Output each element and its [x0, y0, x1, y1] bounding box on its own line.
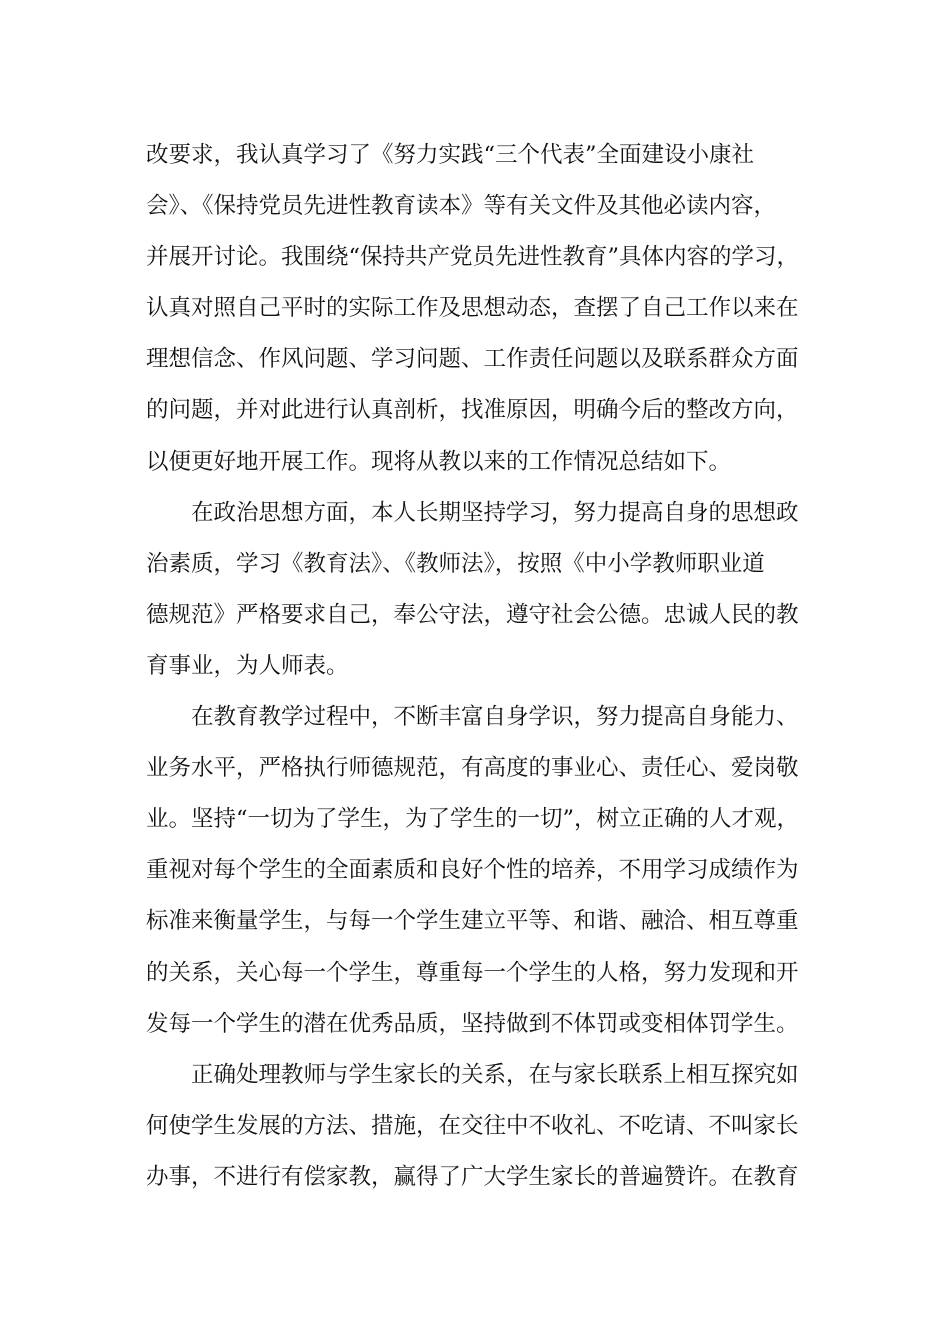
text-line: 的问题，并对此进行认真剖析，找准原因，明确今后的整改方向， [146, 397, 799, 424]
text-line: 认真对照自己平时的实际工作及思想动态，查摆了自己工作以来在 [146, 295, 799, 322]
text-line: 业。坚持“一切为了学生，为了学生的一切”，树立正确的人才观， [146, 806, 800, 833]
text-line: 发每一个学生的潜在优秀品质，坚持做到不体罚或变相体罚学生。 [146, 1010, 799, 1037]
text-line: 改要求，我认真学习了《努力实践“三个代表”全面建设小康社 [146, 142, 755, 168]
text-line: 办事，不进行有偿家教，赢得了广大学生家长的普遍赞许。在教育 [146, 1163, 799, 1190]
paragraph-first-line: 在政治思想方面，本人长期坚持学习，努力提高自身的思想政 [191, 499, 799, 526]
text-line: 何使学生发展的方法、措施，在交往中不收礼、不吃请、不叫家长 [146, 1112, 799, 1139]
text-line: 育事业，为人师表。 [146, 652, 349, 679]
text-line: 德规范》严格要求自己，奉公守法，遵守社会公德。忠诚人民的教 [146, 601, 799, 628]
text-line: 治素质，学习《教育法》、《教师法》，按照《中小学教师职业道 [146, 550, 765, 577]
text-line: 重视对每个学生的全面素质和良好个性的培养，不用学习成绩作为 [146, 857, 799, 884]
text-line: 标准来衡量学生，与每一个学生建立平等、和谐、融洽、相互尊重 [146, 908, 799, 935]
text-line: 的关系，关心每一个学生，尊重每一个学生的人格，努力发现和开 [146, 959, 799, 986]
text-line: 理想信念、作风问题、学习问题、工作责任问题以及联系群众方面 [146, 346, 799, 373]
text-line: 并展开讨论。我围绕“保持共产党员先进性教育”具体内容的学习， [146, 244, 800, 271]
text-line: 以便更好地开展工作。现将从教以来的工作情况总结如下。 [146, 448, 732, 475]
paragraph-first-line: 在教育教学过程中，不断丰富自身学识，努力提高自身能力、 [191, 704, 799, 731]
text-line: 业务水平，严格执行师德规范，有高度的事业心、责任心、爱岗敬 [146, 755, 799, 782]
text-line: 会》、《保持党员先进性教育读本》等有关文件及其他必读内容， [146, 193, 777, 220]
paragraph-first-line: 正确处理教师与学生家长的关系，在与家长联系上相互探究如 [191, 1061, 799, 1088]
body-text [146, 134, 826, 1207]
